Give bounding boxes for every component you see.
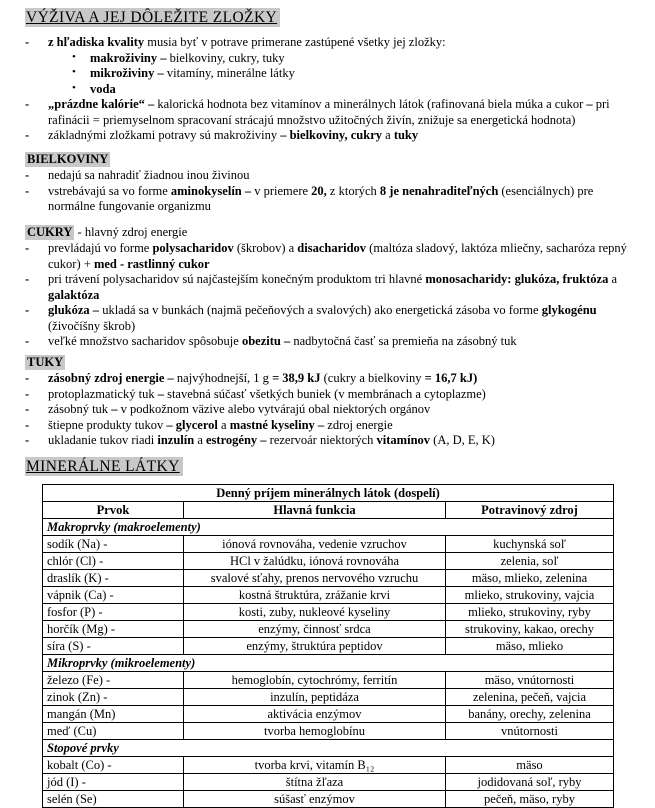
text-segment: nedajú sa nahradiť žiadnou inou živinou xyxy=(48,168,250,182)
text-segment: – bielkoviny, cukry xyxy=(280,128,386,142)
source-cell: mäso, mlieko xyxy=(446,637,614,654)
text-segment: galaktóza xyxy=(48,287,100,302)
element-cell: zinok (Zn) - xyxy=(43,688,184,705)
function-cell: HCl v žalúdku, iónová rovnováha xyxy=(184,552,446,569)
dash-marker: - xyxy=(25,35,30,49)
list-item-text xyxy=(48,97,610,127)
text-segment: makroživiny – xyxy=(90,50,170,65)
source-cell: banány, orechy, zelenina xyxy=(446,705,614,722)
dash-marker: - xyxy=(25,402,30,416)
list-item xyxy=(23,402,637,418)
text-segment: (škrobov) a xyxy=(233,241,298,255)
function-cell: štítna žľaza xyxy=(184,773,446,790)
source-cell: mlieko, strukoviny, vajcia xyxy=(446,586,614,603)
list-item xyxy=(23,272,637,303)
text-segment: najvýhodnejší, 1 g xyxy=(176,371,273,385)
text-segment: glykogénu xyxy=(541,303,597,317)
bullet-marker: • xyxy=(72,66,76,78)
text-segment: pri trávení polysacharidov sú najčastejším konečným produktom tri hlavné xyxy=(48,272,426,286)
column-header-3: Potravinový zdroj xyxy=(446,501,614,518)
dash-marker: - xyxy=(25,371,30,385)
text-segment: veľké množstvo sacharidov spôsobuje xyxy=(48,334,242,348)
function-cell: svalové sťahy, prenos nervového vzruchu xyxy=(184,569,446,586)
element-cell: selén (Se) xyxy=(43,790,184,807)
heading-row-mineralne-latky xyxy=(25,457,637,476)
heading-row-tuky xyxy=(25,355,637,371)
list-item xyxy=(23,303,637,334)
list-item xyxy=(23,128,637,144)
text-segment: rezervoár niektorých xyxy=(269,433,377,447)
text-segment: protoplazmatický tuk xyxy=(48,386,158,401)
group-row xyxy=(43,654,614,671)
text-segment: – xyxy=(111,402,121,416)
text-segment: a xyxy=(194,433,206,447)
text-segment: vstrebávajú sa vo forme xyxy=(48,183,171,198)
element-cell: draslík (K) - xyxy=(43,569,184,586)
text-segment: inzulín xyxy=(157,433,195,447)
list-item-text xyxy=(90,51,285,65)
source-cell: pečeň, mäso, ryby xyxy=(446,790,614,807)
text-segment: (maltóza sladový, laktóza mliečny, sacharóza repný cukor) + xyxy=(48,241,627,271)
heading-vyziva: VÝŽIVA A JEJ DÔLEŽITE ZLOŽKY xyxy=(25,8,280,27)
dash-marker: - xyxy=(25,417,30,432)
table-row xyxy=(43,603,614,620)
text-segment: z ktorých xyxy=(326,183,380,198)
list-item xyxy=(23,418,637,434)
list-item xyxy=(23,433,637,449)
function-cell: hemoglobín, cytochrómy, ferritín xyxy=(184,671,446,688)
text-segment: stavebná súčasť všetkých buniek (v membránach a cytoplazme) xyxy=(167,386,486,401)
text-segment: aminokyselín – xyxy=(170,183,255,198)
source-cell: jodidovaná soľ, ryby xyxy=(446,773,614,790)
column-header-2: Hlavná funkcia xyxy=(184,501,446,518)
list-item-text xyxy=(48,303,597,333)
list-item-text xyxy=(48,418,393,432)
heading-cukry: CUKRY xyxy=(27,224,73,239)
text-segment: (cukry a bielkoviny xyxy=(320,371,425,385)
dash-marker: - xyxy=(25,433,30,447)
text-segment: tuky xyxy=(393,128,419,142)
group-label: Stopové prvky xyxy=(43,739,614,756)
text-segment: monosacharidy: glukóza, fruktóza xyxy=(425,272,609,286)
source-cell: vnútornosti xyxy=(446,722,614,739)
element-cell: vápnik (Ca) - xyxy=(43,586,184,603)
dash-marker: - xyxy=(25,128,30,142)
group-label: Makroprvky (makroelementy) xyxy=(43,518,614,535)
function-cell: aktivácia enzýmov xyxy=(184,705,446,722)
text-segment: ukladá sa v bunkách (najmä pečeňových a svalových) ako energetická zásoba vo forme xyxy=(102,303,542,317)
section-tuky xyxy=(23,355,637,449)
group-row xyxy=(43,739,614,756)
element-cell: síra (S) - xyxy=(43,637,184,654)
group-label: Mikroprvky (mikroelementy) xyxy=(43,654,614,671)
text-segment: (esenciálnych) pre normálne fungovanie organizmu xyxy=(48,183,594,213)
table-row xyxy=(43,671,614,688)
text-segment: glukóza – xyxy=(48,303,103,317)
source-cell: mlieko, strukoviny, ryby xyxy=(446,603,614,620)
element-cell: horčík (Mg) - xyxy=(43,620,184,637)
table-row xyxy=(43,688,614,705)
list-item xyxy=(23,35,637,51)
list-item-text xyxy=(48,184,593,214)
heading-row-bielkoviny xyxy=(25,152,637,168)
text-segment: štiepne produkty tukov xyxy=(48,417,167,432)
table-row xyxy=(43,620,614,637)
list-item-text xyxy=(48,371,477,385)
dash-marker: - xyxy=(25,334,30,348)
section-mineralne-latky xyxy=(23,457,637,476)
list-item-text xyxy=(48,334,517,348)
element-cell: sodík (Na) - xyxy=(43,535,184,552)
table-row xyxy=(43,569,614,586)
table-row xyxy=(43,552,614,569)
table-row xyxy=(43,586,614,603)
function-cell: enzýmy, štruktúra peptidov xyxy=(184,637,446,654)
element-cell: železo (Fe) - xyxy=(43,671,184,688)
function-cell: kostná štruktúra, zrážanie krvi xyxy=(184,586,446,603)
text-segment: = 38,9 kJ xyxy=(272,371,321,385)
bullet-marker: • xyxy=(72,81,76,94)
minerals-table xyxy=(42,484,614,808)
list-item xyxy=(23,168,637,184)
element-cell: mangán (Mn) xyxy=(43,705,184,722)
section-cukry xyxy=(23,225,637,350)
heading-row-cukry xyxy=(25,225,637,241)
list-item-text xyxy=(90,66,295,80)
text-segment: mastné kyseliny – xyxy=(229,417,328,432)
table-title-row xyxy=(43,484,614,501)
text-segment: 20, xyxy=(311,183,327,198)
text-segment: vitamínov xyxy=(376,433,431,447)
list-item-text xyxy=(48,241,627,271)
dash-marker: - xyxy=(25,168,30,182)
function-cell: tvorba hemoglobínu xyxy=(184,722,446,739)
dash-marker: - xyxy=(25,183,30,198)
text-segment: musia byť v potrave primerane zastúpené všetky jej zložky: xyxy=(144,35,446,49)
dash-marker: - xyxy=(25,303,30,317)
group-row xyxy=(43,518,614,535)
list-item-text xyxy=(90,82,116,96)
text-segment: a xyxy=(217,417,230,432)
list-item xyxy=(23,66,637,82)
table-row xyxy=(43,637,614,654)
column-header-1: Prvok xyxy=(43,501,184,518)
text-segment: = 16,7 kJ) xyxy=(424,371,478,385)
source-cell: mäso, vnútornosti xyxy=(446,671,614,688)
list-item xyxy=(23,82,637,98)
text-segment: (živočíšny škrob) xyxy=(48,318,136,333)
function-cell: tvorba krvi, vitamín B₁₂ xyxy=(184,756,446,773)
text-segment: (A, D, E, K) xyxy=(430,433,495,447)
list-item xyxy=(23,387,637,403)
table-row xyxy=(43,773,614,790)
function-cell: iónová rovnováha, vedenie vzruchov xyxy=(184,535,446,552)
source-cell: mäso xyxy=(446,756,614,773)
table-row xyxy=(43,756,614,773)
table-title: Denný príjem minerálnych látok (dospelí) xyxy=(43,484,614,501)
text-segment: „prázdne kalórie“ – xyxy=(48,97,158,111)
list-item xyxy=(23,51,637,67)
heading-bielkoviny: BIELKOVINY xyxy=(27,151,109,166)
text-segment: nadbytočná časť sa premieňa na zásobný tuk xyxy=(293,334,517,348)
text-segment: estrogény – xyxy=(206,433,270,447)
text-segment: zdroj energie xyxy=(327,417,393,432)
list-item-text xyxy=(48,128,418,142)
heading-row-vyziva xyxy=(25,8,637,27)
table-row xyxy=(43,790,614,807)
element-cell: jód (I) - xyxy=(43,773,184,790)
text-segment: – xyxy=(586,97,596,111)
list-item xyxy=(23,334,637,350)
list-item xyxy=(23,241,637,272)
source-cell: zelenina, pečeň, vajcia xyxy=(446,688,614,705)
list-item xyxy=(23,97,637,128)
text-segment: prevládajú vo forme xyxy=(48,241,153,255)
text-segment: 8 je nenahraditeľných xyxy=(379,183,499,198)
list-item-text xyxy=(48,433,495,447)
element-cell: meď (Cu) xyxy=(43,722,184,739)
dash-marker: - xyxy=(25,241,30,255)
text-segment: zásobný tuk xyxy=(48,402,112,416)
list-item-text xyxy=(48,272,617,302)
list-item-text xyxy=(48,35,446,49)
text-segment: voda xyxy=(90,81,116,96)
function-cell: súšasť enzýmov xyxy=(184,790,446,807)
table-header-row xyxy=(43,501,614,518)
text-segment: v priemere xyxy=(254,183,312,198)
section-bielkoviny xyxy=(23,152,637,215)
text-segment: polysacharidov xyxy=(152,241,234,255)
heading-tuky: TUKY xyxy=(27,354,64,369)
text-segment: v podkožnom väzive alebo vytvárajú obal niektorých orgánov xyxy=(120,402,431,416)
text-segment: – glycerol xyxy=(166,417,218,432)
text-segment: med - rastlinný cukor xyxy=(93,256,210,271)
dash-marker: - xyxy=(25,97,30,111)
table-row xyxy=(43,705,614,722)
text-segment: vitamíny, minerálne látky xyxy=(166,66,295,80)
function-cell: inzulín, peptidáza xyxy=(184,688,446,705)
list-item-text xyxy=(48,387,486,401)
text-segment: kalorická hodnota bez vitamínov a minerálnych látok (rafinovaná biela múka a cukor xyxy=(157,97,587,111)
text-segment: a xyxy=(608,272,618,286)
bullet-marker: • xyxy=(72,50,76,63)
element-cell: kobalt (Co) - xyxy=(43,756,184,773)
section-vyziva xyxy=(23,8,637,144)
list-item-text xyxy=(48,402,430,416)
source-cell: kuchynská soľ xyxy=(446,535,614,552)
text-segment: – xyxy=(157,386,168,401)
list-item xyxy=(23,371,637,387)
element-cell: fosfor (P) - xyxy=(43,603,184,620)
table-row xyxy=(43,535,614,552)
text-segment: základnými zložkami potravy sú makroživiny xyxy=(48,128,281,142)
text-segment: obezitu – xyxy=(241,334,294,348)
text-segment: bielkoviny, cukry, tuky xyxy=(169,50,285,65)
source-cell: mäso, mlieko, zelenina xyxy=(446,569,614,586)
source-cell: zelenia, soľ xyxy=(446,552,614,569)
text-segment: mikroživiny – xyxy=(90,66,167,80)
function-cell: enzýmy, činnosť srdca xyxy=(184,620,446,637)
text-segment: disacharidov xyxy=(297,241,367,255)
text-segment: ukladanie tukov riadi xyxy=(48,433,158,447)
table-row xyxy=(43,722,614,739)
document-body xyxy=(23,8,637,808)
text-segment: pri rafinácii = priemyselnom spracovaní strácajú množstvo užitočných živín, znižuje sa energetická hodnota) xyxy=(48,97,610,127)
list-item xyxy=(23,184,637,215)
text-segment: z hľadiska kvality xyxy=(48,35,145,49)
dash-marker: - xyxy=(25,386,30,401)
function-cell: kosti, zuby, nukleové kyseliny xyxy=(184,603,446,620)
list-item-text xyxy=(48,168,249,182)
dash-marker: - xyxy=(25,272,30,286)
element-cell: chlór (Cl) - xyxy=(43,552,184,569)
source-cell: strukoviny, kakao, orechy xyxy=(446,620,614,637)
text-segment: zásobný zdroj energie – xyxy=(48,371,177,385)
heading-mineralne-latky: MINERÁLNE LÁTKY xyxy=(25,457,183,476)
text-segment: a xyxy=(385,128,394,142)
heading-suffix-cukry: - hlavný zdroj energie xyxy=(74,224,188,239)
